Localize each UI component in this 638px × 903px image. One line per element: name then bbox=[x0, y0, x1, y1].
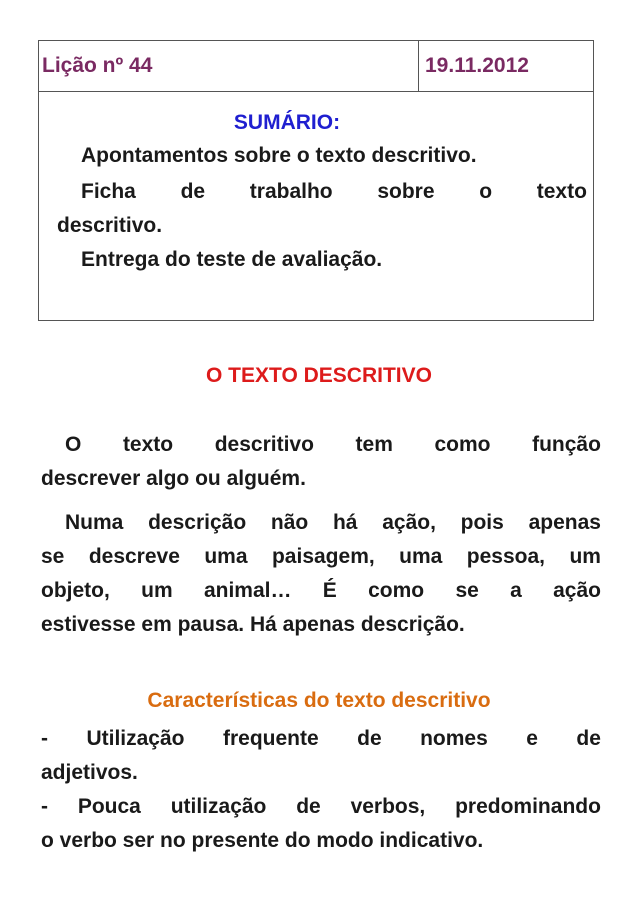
summary-item-notes: Apontamentos sobre o texto descritivo. bbox=[81, 144, 477, 167]
word: - bbox=[41, 795, 48, 818]
summary-item-test: Entrega do teste de avaliação. bbox=[81, 248, 383, 271]
word: tem bbox=[355, 433, 393, 456]
word: texto bbox=[122, 433, 174, 456]
section-title: O TEXTO DESCRITIVO bbox=[206, 364, 432, 387]
word: um bbox=[141, 579, 173, 602]
word: objeto, bbox=[41, 579, 110, 602]
word: e bbox=[526, 727, 538, 750]
characteristics-list bbox=[41, 722, 601, 858]
word: há bbox=[332, 511, 358, 534]
word: o bbox=[479, 180, 493, 203]
word: texto bbox=[536, 180, 587, 203]
word: É bbox=[322, 579, 337, 602]
word: ação, bbox=[382, 511, 436, 534]
word: trabalho bbox=[249, 180, 333, 203]
word: utilização bbox=[170, 795, 267, 818]
word: Numa bbox=[65, 511, 124, 534]
word: verbos, bbox=[350, 795, 426, 818]
definition-paragraph bbox=[41, 428, 601, 496]
list-item-line: o verbo ser no presente do modo indicativo. bbox=[41, 829, 484, 852]
word: descritivo bbox=[214, 433, 314, 456]
word: se bbox=[455, 579, 479, 602]
word: descreve bbox=[88, 545, 180, 568]
word: paisagem, bbox=[271, 545, 375, 568]
summary-title: SUMÁRIO: bbox=[233, 111, 341, 134]
word: função bbox=[532, 433, 601, 456]
word: Utilização bbox=[86, 727, 185, 750]
paragraph-line bbox=[41, 574, 601, 608]
list-item-line: adjetivos. bbox=[41, 761, 138, 784]
word: de bbox=[180, 180, 206, 203]
word: de bbox=[296, 795, 321, 818]
word: não bbox=[270, 511, 309, 534]
lesson-number: Lição nº 44 bbox=[39, 41, 419, 92]
characteristics-title: Características do texto descritivo bbox=[147, 689, 491, 712]
paragraph-line: estivesse em pausa. Há apenas descrição. bbox=[41, 613, 465, 636]
word: predominando bbox=[455, 795, 601, 818]
description-paragraph bbox=[41, 506, 601, 642]
word: sobre bbox=[377, 180, 435, 203]
word: O bbox=[65, 433, 82, 456]
word: um bbox=[569, 545, 601, 568]
word: como bbox=[368, 579, 425, 602]
word: apenas bbox=[528, 511, 601, 534]
word: - bbox=[41, 727, 48, 750]
summary-item-worksheet bbox=[39, 174, 593, 210]
word: Ficha bbox=[81, 180, 136, 203]
lesson-date: 19.11.2012 bbox=[419, 41, 594, 92]
word: nomes bbox=[420, 727, 488, 750]
word: se bbox=[41, 545, 65, 568]
word: de bbox=[576, 727, 601, 750]
paragraph-line bbox=[41, 428, 601, 462]
word: a bbox=[510, 579, 522, 602]
summary-item-worksheet-cont: descritivo. bbox=[57, 214, 163, 237]
paragraph-line bbox=[41, 506, 601, 540]
paragraph-line bbox=[41, 540, 601, 574]
word: de bbox=[357, 727, 382, 750]
list-item-line bbox=[41, 790, 601, 824]
word: ação bbox=[553, 579, 601, 602]
word: uma bbox=[399, 545, 443, 568]
lesson-table bbox=[38, 40, 594, 321]
summary-cell bbox=[39, 92, 594, 321]
word: pessoa, bbox=[466, 545, 546, 568]
word: pois bbox=[460, 511, 504, 534]
word: descrição bbox=[148, 511, 247, 534]
word: frequente bbox=[222, 727, 319, 750]
paragraph-line: descrever algo ou alguém. bbox=[41, 467, 306, 490]
word: uma bbox=[204, 545, 248, 568]
list-item-line bbox=[41, 722, 601, 756]
word: como bbox=[434, 433, 491, 456]
word: animal… bbox=[203, 579, 292, 602]
word: Pouca bbox=[77, 795, 141, 818]
